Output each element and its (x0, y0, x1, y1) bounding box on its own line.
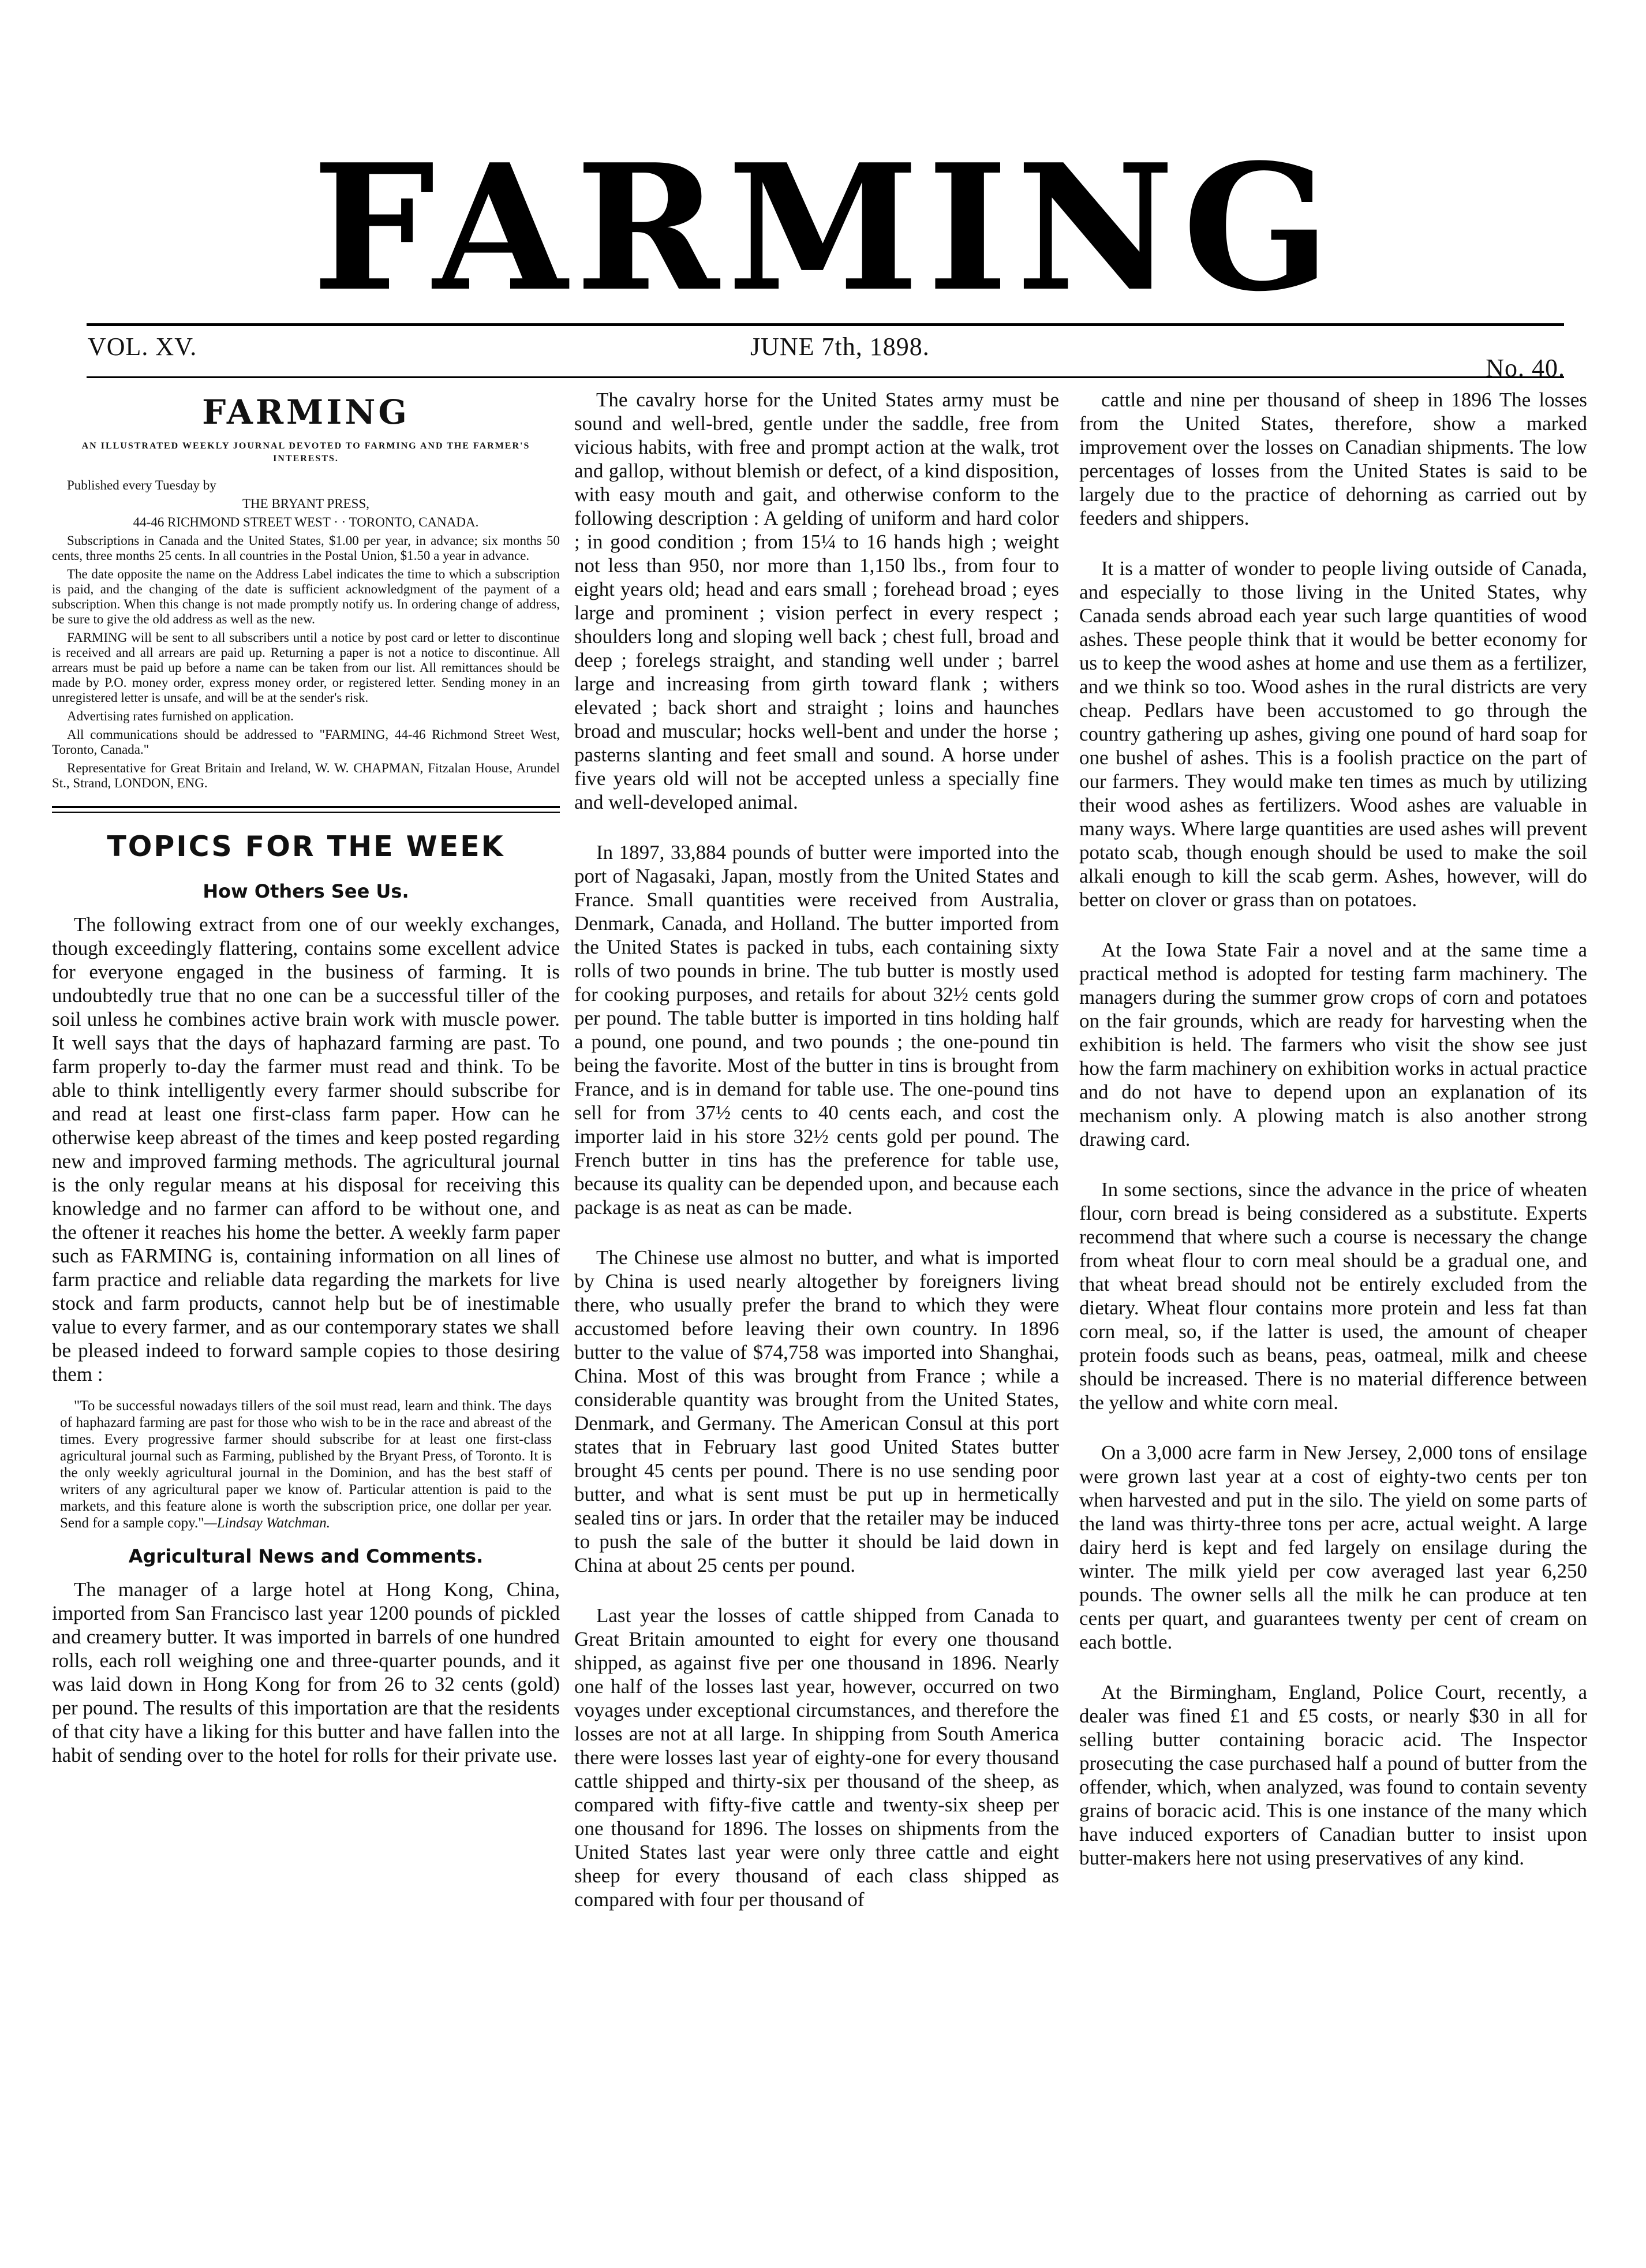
article-paragraph: It is a matter of wonder to people living outside of Canada, and especially to those living in the United States, why Canada sends abroad each year such large quantities of wood ashes. These people think that it would be better economy for us to keep the wood ashes at home and use them as a fertilizer, and we think so too. Wood ashes in the rural districts are very cheap. Pedlars have been accustomed to go through the country gathering up ashes, giving one pound of hard soap for one bushel of ashes. This is a foolish practice on the part of our farmers. They would make ten times as much by utilizing their wood ashes as fertilizers. Wood ashes are valuable in many ways. Where large quantities are used ashes will prevent potato scab, though enough should be used to make the soil alkali enough to kill the scab germ. Ashes, however, will do better on clover or grass than on potatoes. (1079, 557, 1587, 911)
farming-sent-text: FARMING will be sent to all subscribers until a notice by post card or letter to discontinue is received and all arrears are paid up. Returning a paper is not a notice to discontinue. All arrears must be paid up before a name can be taken from our list. All remittances should be made by P.O. money order, express money order, or registered letter. Sending money in an unregistered letter is unsafe, and will be at the sender's risk. (52, 630, 560, 705)
masthead-rule (87, 323, 1564, 326)
date-label-text: The date opposite the name on the Address Label indicates the time to which a subscription is paid, and the changing of the date is sufficient acknowledgment of the payment of a subscription. When this change is not made promptly notify us. In ordering change of address, be sure to give the old address as well as the new. (52, 567, 560, 626)
article-paragraph: At the Birmingham, England, Police Court, recently, a dealer was fined £1 and £5 costs, or nearly $30 in all for selling butter containing boracic acid. The Inspector prosecuting the case purchased half a pound of butter from the offender, which, when analyzed, was found to contain seventy grains of boracic acid. This is one instance of the many which have induced exporters of Canadian butter to insist upon butter-makers here not using preservatives of any kind. (1079, 1681, 1587, 1869)
column-2 (574, 388, 1059, 2247)
issue-number: No. 40. (1486, 354, 1565, 382)
issue-date: JUNE 7th, 1898. (750, 332, 930, 361)
column-1 (52, 388, 560, 2247)
article-paragraph: On a 3,000 acre farm in New Jersey, 2,000 tons of ensilage were grown last year at a cost of eighty-two cents per ton when harvested and put in the silo. The yield on some parts of the land was thirty-three tons per acre, actual weight. A large dairy herd is kept and fed largely on ensilage during the winter. The milk yield per cow averaged last year 6,250 pounds. The owner sells all the milk he can produce at ten cents per quart, and guarantees twenty per cent of cream on each bottle. (1079, 1441, 1587, 1653)
masthead-title: FARMING (312, 126, 1339, 330)
quoted-extract: "To be successful nowadays tillers of the soil must read, learn and think. The days of haphazard farming are past for those who wish to be in the race and abreast of the times. Every progressive farmer should subscribe for at least one first-class agricultural journal such as Farming, published by the Bryant Press, of Toronto. It is the only weekly agricultural journal in the Dominion, and has the best staff of writers of any agricultural paper we know of. Particular attention is paid to the markets, and this feature alone is worth the subscription price, one dollar per year. Send for a sample copy."—Lindsay Watchman. (60, 1398, 552, 1531)
article-paragraph: At the Iowa State Fair a novel and at the same time a practical method is adopted for testing farm machinery. The managers during the summer grow crops of corn and potatoes on the fair grounds, which are ready for harvesting when the exhibition is held. The farmers who visit the show see just how the farm machinery on exhibition works in actual practice and do not have to depend upon an explanation of its mechanism only. A plowing match is also another strong drawing card. (1079, 939, 1587, 1150)
article-heading: Agricultural News and Comments. (128, 1545, 484, 1567)
article-paragraph: In 1897, 33,884 pounds of butter were imported into the port of Nagasaki, Japan, mostly from the United States and France. Small quantities were received from Australia, Denmark, Canada, and Holland. The butter imported from the United States is packed in tubs, each containing sixty rolls of two pounds in brine. The tub butter is mostly used for cooking purposes, and retails for about 32½ cents gold per pound. The table butter is imported in tins holding half a pound, one pound, and two pounds ; the one-pound tin being the favorite. Most of the butter in tins is brought from France, and is in demand for table use. The one-pound tins sell for from 37½ cents to 40 cents each, and cost the importer laid in his store 32½ cents gold per pound. The French butter in tins has the preference for table use, because its quality can be depended upon, and because each package is as neat as can be made. (574, 841, 1059, 1219)
publication-tagline: AN ILLUSTRATED WEEKLY JOURNAL DEVOTED TO FARMING AND THE FARMER'S INTERESTS. (81, 441, 530, 464)
article-paragraph: The Chinese use almost no butter, and what is imported by China is used nearly altogether by foreigners living there, who usually prefer the brand to which they were accustomed before leaving their own country. In 1896 butter to the value of $74,758 was imported into Shanghai, China. Most of this was brought from France ; while a considerable quantity was brought from the United States, Denmark, and Germany. The American Consul at this port states that in February last good United States butter brought 45 cents per pound. There is no use sending poor butter, and what is sent must be put up in hermetically sealed tins or jars. In order that the retailer may be induced to push the sale of the butter it should be laid down in China at about 25 cents per pound. (574, 1246, 1059, 1576)
article-heading: How Others See Us. (203, 880, 409, 902)
article-paragraph: The cavalry horse for the United States army must be sound and well-bred, gentle under the saddle, free from vicious habits, with free and prompt action at the walk, trot and gallop, without blemish or defect, of a kind disposition, with easy mouth and gait, and otherwise conform to the following description : A gelding of uniform and hard color ; in good condition ; from 15¼ to 16 hands high ; weight not less than 950, nor more than 1,150 lbs., from four to eight years old; head and ears small ; forehead broad ; eyes large and prominent ; vision perfect in every respect ; shoulders long and sloping well back ; chest full, broad and deep ; forelegs straight, and standing well under ; barrel large and increasing from girth toward flank ; withers elevated ; back short and straight ; loins and haunches broad and muscular; hocks well-bent and under the horse ; pasterns slanting and feet small and sound. A horse under five years old will not be accepted unless a specially fine and well-developed animal. (574, 388, 1059, 813)
subscription-text: Subscriptions in Canada and the United States, $1.00 per year, in advance; six months 50 cents, three months 25 cents. In all countries in the Postal Union, $1.50 a year in advance. (52, 533, 560, 563)
volume-label: VOL. XV. (88, 332, 197, 361)
article-paragraph: The following extract from one of our weekly exchanges, though exceedingly flattering, contains some excellent advice for everyone engaged in the business of farming. It is undoubtedly true that no one can be a successful tiller of the soil unless he combines active brain work with muscle power. It well says that the days of haphazard farming are past. To farm properly to-day the farmer must read and think. To be able to think intelligently every farmer should subscribe for and read at least one first-class farm paper. How can he otherwise keep abreast of the times and keep posted regarding new and improved farming methods. The agricultural journal is the only regular means at his disposal for receiving this knowledge and no farmer can afford to be without one, and the oftener it reaches his home the better. A weekly farm paper such as FARMING is, containing information on all lines of farm practice and reliable data regarding the markets for live stock and farm products, cannot help but be of inestimable value to every farmer, and as our contemporary states we shall be pleased indeed to forward sample copies to those desiring them : (52, 913, 560, 1385)
publisher-line: Published every Tuesday by (67, 478, 216, 492)
communications-text: All communications should be addressed to "FARMING, 44-46 Richmond Street West, Toronto, Canada." (52, 727, 560, 757)
section-rule-thick (52, 806, 560, 808)
publisher-name: THE BRYANT PRESS, (242, 496, 370, 511)
section-heading: TOPICS FOR THE WEEK (107, 830, 505, 863)
publisher-address: 44-46 RICHMOND STREET WEST · · TORONTO, CANADA. (133, 515, 479, 529)
article-paragraph: Last year the losses of cattle shipped from Canada to Great Britain amounted to eight for every one thousand shipped, as against five per one thousand in 1896. Nearly one half of the losses last year, however, occurred on two voyages under exceptional circumstances, and therefore the losses are not at all large. In shipping from South America there were losses last year of eighty-one for every thousand cattle shipped and thirty-six per thousand of the sheep, as compared with fifty-five cattle and twenty-six sheep per one thousand for 1896. The losses on shipments from the United States last year were only three cattle and eight sheep for every thousand of each class shipped as compared with four per thousand of (574, 1604, 1059, 1911)
publication-name: FARMING (202, 393, 410, 432)
article-paragraph: The manager of a large hotel at Hong Kong, China, imported from San Francisco last year 1200 pounds of pickled and creamery butter. It was imported in barrels of one hundred rolls, each roll weighing one and three-quarter pounds, and it was laid down in Hong Kong for from 26 to 32 cents (gold) per pound. The results of this importation are that the residents of that city have a liking for this butter and have fallen into the habit of sending over to the hotel for rolls for their private use. (52, 1578, 560, 1766)
issue-rule (87, 376, 1564, 378)
column-3 (1079, 388, 1587, 2247)
article-paragraph: In some sections, since the advance in the price of wheaten flour, corn bread is being considered as a substitute. Experts recommend that where such a course is necessary the change from wheat flour to corn meal should be a gradual one, and that wheat bread should not be entirely excluded from the dietary. Wheat flour contains more protein and less fat than corn meal, so, if the latter is used, the amount of cheaper protein foods such as beans, peas, oatmeal, milk and cheese should be increased. There is no material difference between the yellow and white corn meal. (1079, 1178, 1587, 1414)
representative-text: Representative for Great Britain and Ireland, W. W. CHAPMAN, Fitzalan House, Arundel St., Strand, LONDON, ENG. (52, 761, 560, 790)
section-rule-thin (52, 812, 560, 813)
article-paragraph: cattle and nine per thousand of sheep in 1896 The losses from the United States, therefore, show a marked improvement over the losses on Canadian shipments. The low percentages of losses from the United States is said to be largely due to the practice of dehorning as carried out by feeders and shippers. (1079, 388, 1587, 529)
advertising-text: Advertising rates furnished on application. (67, 709, 294, 723)
